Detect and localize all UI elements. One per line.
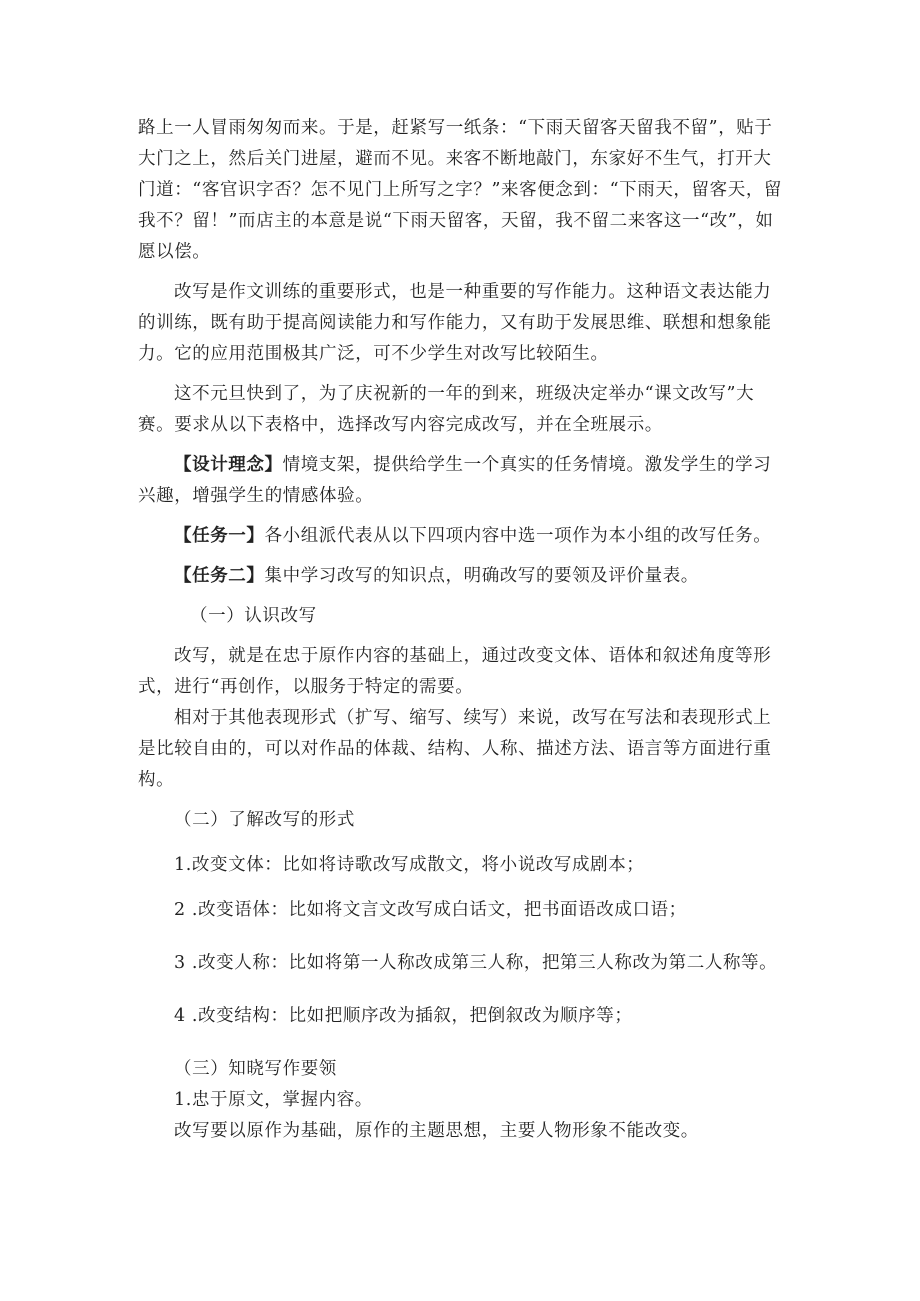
design-concept-label: 【设计理念】 (174, 455, 283, 475)
task-one-paragraph (138, 521, 788, 552)
document-body (138, 113, 788, 1147)
task-two-paragraph (138, 561, 788, 592)
task-two-label: 【任务二】 (174, 566, 265, 586)
section-one-comparison: 相对于其他表现形式（扩写、缩写、续写）来说，改写在写法和表现形式上是比较自由的，可以对作品的体裁、结构、人称、描述方法、语言等方面进行重构。 (138, 708, 772, 790)
section-three-heading: （三）知晓写作要领 (174, 1059, 337, 1079)
form-item-2: 2 .改变语体：比如将文言文改写成白话文，把书面语改成口语； (174, 900, 687, 920)
design-concept-text: 情境支架，提供给学生一个真实的任务情境。激发学生的学习兴趣，增强学生的情感体验。 (138, 455, 772, 506)
section-one-heading: （一）认识改写 (190, 606, 317, 626)
guideline-item-1: 1.忠于原文，掌握内容。 (174, 1090, 373, 1110)
section-one-definition: 改写，就是在忠于原作内容的基础上，通过改变文体、语体和叙述角度等形式，进行“再创作，以服务于特定的需要。 (138, 646, 772, 697)
form-item-4: 4 .改变结构：比如把顺序改为插叙，把倒叙改为顺序等； (174, 1006, 633, 1026)
section-two-heading: （二）了解改写的形式 (174, 810, 355, 830)
intro-paragraph: 改写是作文训练的重要形式，也是一种重要的写作能力。这种语文表达能力的训练，既有助于提高阅读能力和写作能力，又有助于发展思维、联想和想象能力。它的应用范围极其广泛，可不少学生对改写比较陌生。 (138, 282, 772, 364)
form-item-3: 3 .改变人称：比如将第一人称改成第三人称，把第三人称改为第二人称等。 (174, 953, 778, 973)
guideline-item-1-text: 改写要以原作为基础，原作的主题思想，主要人物形象不能改变。 (174, 1121, 699, 1141)
design-concept-paragraph (138, 450, 788, 512)
task-one-text: 各小组派代表从以下四项内容中选一项作为本小组的改写任务。 (264, 526, 772, 546)
task-two-text: 集中学习改写的知识点，明确改写的要领及评价量表。 (264, 566, 699, 586)
form-item-1: 1.改变文体：比如将诗歌改写成散文，将小说改写成剧本； (174, 855, 645, 875)
contest-paragraph: 这不元旦快到了，为了庆祝新的一年的到来，班级决定举办“课文改写”大赛。要求从以下表格中，选择改写内容完成改写，并在全班展示。 (138, 384, 755, 435)
story-paragraph: 路上一人冒雨匆匆而来。于是，赶紧写一纸条：“下雨天留客天留我不留”，贴于大门之上，然后关门进屋，避而不见。来客不断地敲门，东家好不生气，打开大门道：“客官识字否？怎不见门上所写之字？”来客便念到：“下雨天，留客天，留我不？留！”而店主的本意是说“下雨天留客，天留，我不留二来客这一“改”，如愿以偿。 (138, 118, 783, 262)
task-one-label: 【任务一】 (174, 526, 265, 546)
